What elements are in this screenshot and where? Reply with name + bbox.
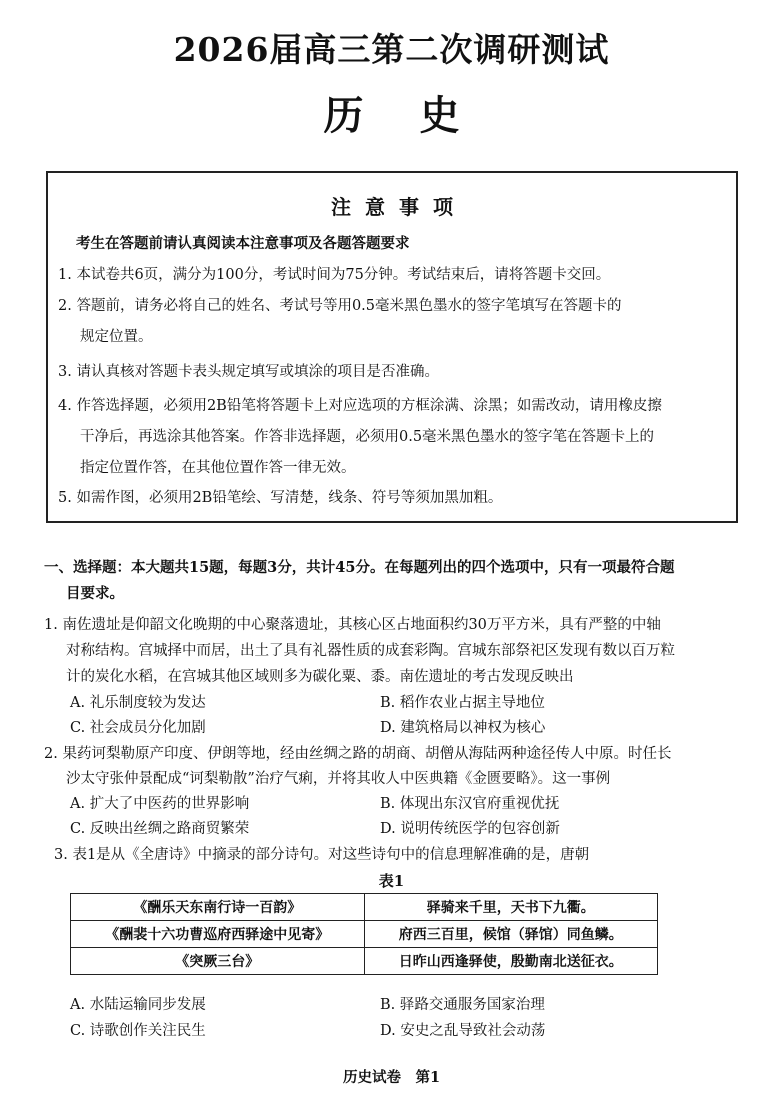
notice-item: 2. 答题前，请务必将自己的姓名、考试号等用0.5毫米黑色墨水的签字笔填写在答题卡的 — [58, 298, 622, 314]
notice-heading: 注意事项 — [331, 195, 467, 219]
page-footer: 历史试卷 第1 — [342, 1069, 441, 1086]
notice-intro: 考生在答题前请认真阅读本注意事项及各题答题要求 — [76, 235, 410, 252]
table-row — [71, 921, 658, 948]
notice-item: 4. 作答选择题，必须用2B铅笔将答题卡上对应选项的方框涂满、涂黑；如需改动，请用橡皮擦 — [58, 398, 662, 414]
q2-stem: 沙太守张仲景配成“诃梨勒散”治疗气痢，并将其收人中医典籍《金匮要略》。这一事例 — [66, 771, 611, 787]
q3-option-a: A. 水陆运输同步发展 — [70, 997, 206, 1013]
q2-option-a: A. 扩大了中医药的世界影响 — [70, 796, 250, 812]
poem-source: 《突厥三台》 — [71, 948, 365, 975]
table-row — [71, 948, 658, 975]
q3-option-d: D. 安史之乱导致社会动荡 — [380, 1023, 546, 1039]
q3-option-b: B. 驿路交通服务国家治理 — [380, 997, 545, 1013]
notice-item: 指定位置作答，在其他位置作答一律无效。 — [80, 460, 356, 476]
poem-verse: 驿骑来千里，天书下九衢。 — [364, 894, 658, 921]
exam-title: 2026届高三第二次调研测试 — [173, 30, 610, 69]
q1-option-b: B. 稻作农业占据主导地位 — [380, 695, 545, 711]
section-heading-cont: 目要求。 — [66, 585, 124, 602]
poem-table — [70, 893, 658, 975]
notice-item: 干净后，再选涂其他答案。作答非选择题，必须用0.5毫米黑色墨水的签字笔在答题卡上的 — [80, 429, 655, 445]
poem-source: 《酬乐天东南行诗一百韵》 — [71, 894, 365, 921]
poem-verse: 日昨山西逢驿使，殷勤南北送征衣。 — [364, 948, 658, 975]
q1-stem: 1. 南佐遗址是仰韶文化晚期的中心聚落遗址，其核心区占地面积约30万平方米，具有严整的中轴 — [44, 617, 661, 633]
poem-source: 《酬裴十六功曹巡府西驿途中见寄》 — [71, 921, 365, 948]
notice-item: 5. 如需作图，必须用2B铅笔绘、写清楚，线条、符号等须加黑加粗。 — [58, 490, 503, 506]
q1-option-c: C. 社会成员分化加剧 — [70, 720, 206, 736]
notice-item: 3. 请认真核对答题卡表头规定填写或填涂的项目是否准确。 — [58, 364, 439, 380]
q1-stem: 对称结构。宫城择中而居，出土了具有礼器性质的成套彩陶。宫城东部祭祀区发现有数以百万粒 — [66, 643, 675, 659]
q1-stem: 计的炭化水稻，在宫城其他区域则多为碳化粟、黍。南佐遗址的考古发现反映出 — [66, 669, 574, 685]
table-caption: 表1 — [378, 872, 405, 890]
q2-option-c: C. 反映出丝绸之路商贸繁荣 — [70, 821, 250, 837]
section-heading: 一、选择题：本大题共15题，每题3分，共计45分。在每题列出的四个选项中，只有一项最符合题 — [44, 559, 675, 576]
notice-box — [46, 171, 738, 523]
notice-item: 规定位置。 — [80, 329, 153, 345]
notice-item: 1. 本试卷共6页，满分为100分，考试时间为75分钟。考试结束后，请将答题卡交回。 — [58, 267, 611, 283]
q1-option-d: D. 建筑格局以神权为核心 — [380, 720, 546, 736]
q2-stem: 2. 果药诃梨勒原产印度、伊朗等地，经由丝绸之路的胡商、胡僧从海陆两种途径传人中原。时任长 — [44, 746, 672, 762]
poem-verse: 府西三百里，候馆（驿馆）同鱼鳞。 — [364, 921, 658, 948]
q3-option-c: C. 诗歌创作关注民生 — [70, 1023, 206, 1039]
subject-title: 历史 — [323, 92, 516, 139]
q1-option-a: A. 礼乐制度较为发达 — [70, 695, 206, 711]
q2-option-d: D. 说明传统医学的包容创新 — [380, 821, 560, 837]
table-row — [71, 894, 658, 921]
q2-option-b: B. 体现出东汉官府重视优抚 — [380, 796, 560, 812]
q3-stem: 3. 表1是从《全唐诗》中摘录的部分诗句。对这些诗句中的信息理解准确的是，唐朝 — [54, 847, 590, 863]
